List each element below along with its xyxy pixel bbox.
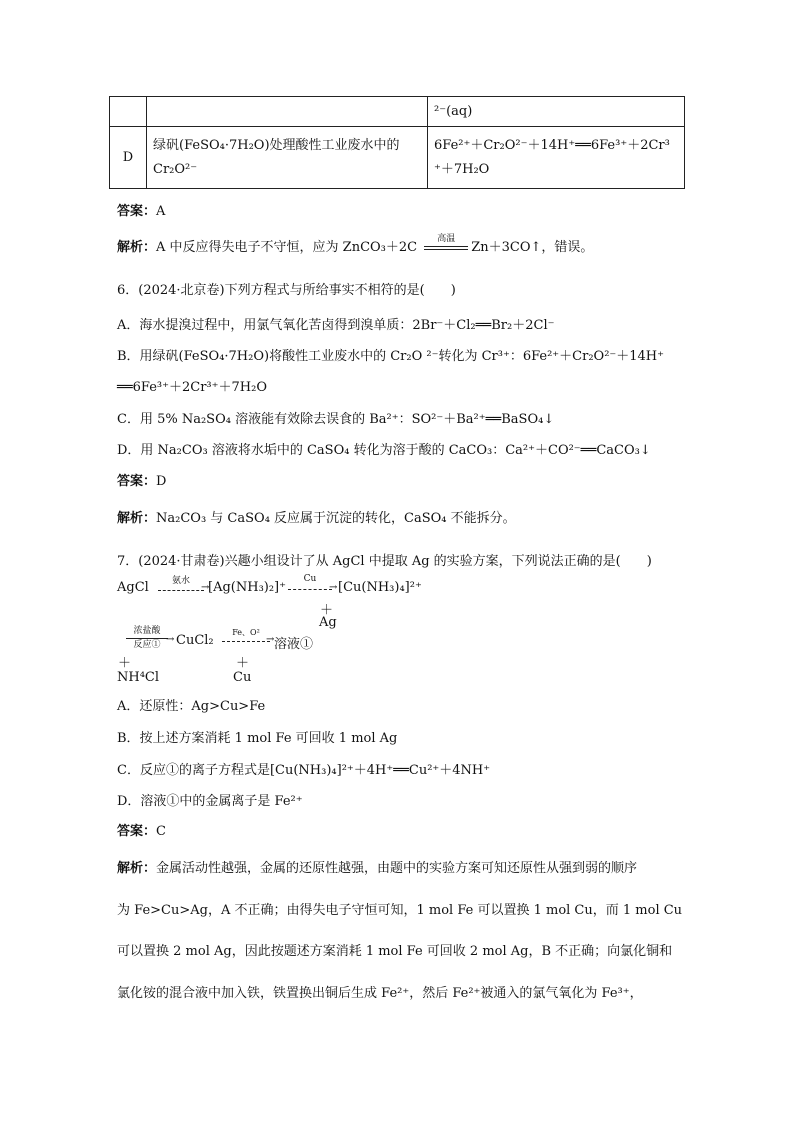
arrow-shaft (158, 590, 204, 591)
arrow-head-icon: → (201, 582, 210, 593)
q7-analysis-l2: 为 Fe>Cu>Ag，A 不正确；由得失电子守恒可知，1 mol Fe 可以置换 1 mol Cu，而 1 mol Cu (117, 903, 683, 918)
answer-label: 答案： (117, 474, 157, 489)
q5-analysis (117, 233, 594, 255)
arrow-head-icon: → (166, 634, 175, 645)
arrow-shaft (288, 589, 332, 590)
table-cell (147, 97, 428, 127)
table-cell (110, 97, 147, 127)
analysis-label: 解析： (117, 861, 157, 876)
flow-reagent-fe (222, 628, 270, 642)
flow-reagent-ammonia (158, 576, 204, 591)
table-cell (147, 127, 428, 189)
q7-option-c: C．反应①的离子方程式是[Cu(NH₃)₄]²⁺＋4H⁺══Cu²⁺＋4NH⁺ (117, 763, 491, 778)
reagent-label: 反应① (133, 640, 161, 650)
answer-label: 答案： (117, 824, 157, 839)
flow-solution: 溶液① (274, 637, 314, 652)
table-cell: D (110, 127, 147, 189)
table-row (110, 127, 685, 189)
condition-label: 高温 (437, 233, 456, 244)
flow-plus: ＋ (320, 603, 334, 618)
flow-cucl2: CuCl₂ (176, 633, 214, 648)
reagent-label: Fe、O² (232, 628, 260, 637)
answer-value: D (156, 474, 167, 489)
table-cell: ²⁻(aq) (428, 97, 685, 127)
q7-analysis-l4: 氯化铵的混合液中加入铁，铁置换出铜后生成 Fe²⁺，然后 Fe²⁺被通入的氯气氧化为 Fe³⁺， (117, 986, 643, 1001)
equals-with-condition (424, 233, 468, 250)
table-cell (428, 127, 685, 189)
analysis-text: 金属活动性越强，金属的还原性越强，由题中的实验方案可知还原性从强到弱的顺序 (156, 861, 638, 876)
q7-stem: 7．(2024·甘肃卷)兴趣小组设计了从 AgCl 中提取 Ag 的实验方案，下列说法正确的是( ) (117, 554, 652, 569)
flow-ag-complex: [Ag(NH₃)₂]⁺ (208, 580, 286, 595)
cell-text: 6Fe²⁺＋Cr₂O²⁻＋14H⁺══6Fe³⁺＋2Cr³ (434, 137, 670, 153)
arrow-head-icon: → (266, 634, 275, 645)
double-line (424, 246, 468, 250)
analysis-text: Zn＋3CO↑，错误。 (471, 240, 594, 255)
q6-option-b: B．用绿矾(FeSO₄·7H₂O)将酸性工业废水中的 Cr₂O ²⁻转化为 Cr³⁺：6Fe²⁺＋Cr₂O²⁻＋14H⁺ (117, 349, 665, 364)
q7-analysis-l1 (117, 857, 637, 876)
q6-stem: 6．(2024·北京卷)下列方程式与所给事实不相符的是( ) (117, 283, 456, 298)
flow-plus: ＋ (236, 656, 250, 671)
flow-reagent-cu (288, 574, 332, 590)
reagent-label: Cu (303, 574, 317, 584)
answer-label: 答案： (117, 204, 157, 219)
analysis-text: Na₂CO₃ 与 CaSO₄ 反应属于沉淀的转化，CaSO₄ 不能拆分。 (156, 511, 516, 526)
flow-ag: Ag (319, 615, 337, 630)
analysis-text: A 中反应得失电子不守恒，应为 ZnCO₃＋2C (156, 240, 418, 255)
reagent-label: 氨水 (171, 576, 190, 586)
q6-option-b-cont: ══6Fe³⁺＋2Cr³⁺＋7H₂O (117, 380, 267, 395)
q5-answer (117, 200, 165, 219)
answer-value: A (156, 204, 166, 219)
reagent-label: 浓盐酸 (133, 626, 161, 636)
flow-plus: ＋ (118, 656, 132, 671)
q7-analysis-l3: 可以置换 2 mol Ag，因此按题述方案消耗 1 mol Fe 可回收 2 mol Ag，B 不正确；向氯化铜和 (117, 944, 673, 959)
q6-option-a: A．海水提溴过程中，用氯气氧化苦卤得到溴单质：2Br⁻＋Cl₂══Br₂＋2Cl⁻ (117, 318, 555, 333)
flow-agcl: AgCl (117, 580, 149, 595)
flow-reagent-hcl (126, 626, 168, 650)
q7-answer (117, 820, 166, 839)
q7-option-a: A．还原性：Ag>Cu>Fe (117, 699, 266, 714)
flow-cu-complex: [Cu(NH₃)₄]²⁺ (338, 580, 422, 595)
analysis-label: 解析： (117, 511, 157, 526)
arrow-shaft (126, 638, 168, 639)
q6-answer (117, 470, 166, 489)
q7-option-d: D．溶液①中的金属离子是 Fe²⁺ (117, 794, 303, 809)
answer-value: C (156, 824, 166, 839)
arrow-head-icon: → (329, 582, 338, 593)
analysis-label: 解析： (117, 240, 157, 255)
arrow-shaft (222, 641, 270, 642)
q6-option-c: C．用 5% Na₂SO₄ 溶液能有效除去误食的 Ba²⁺：SO²⁻＋Ba²⁺══BaSO₄↓ (117, 412, 555, 427)
cell-text: 绿矾(FeSO₄·7H₂O)处理酸性工业废水中的 (153, 137, 400, 153)
q6-option-d: D．用 Na₂CO₃ 溶液将水垢中的 CaSO₄ 转化为溶于酸的 CaCO₃：Ca²⁺＋CO²⁻══CaCO₃↓ (117, 443, 651, 458)
cell-text: ⁺＋7H₂O (434, 161, 490, 177)
options-table (109, 96, 685, 189)
q7-option-b: B．按上述方案消耗 1 mol Fe 可回收 1 mol Ag (117, 731, 398, 746)
flow-cu: Cu (233, 670, 252, 685)
cell-text: Cr₂O²⁻ (153, 161, 198, 177)
table-row (110, 97, 685, 127)
q6-analysis (117, 507, 516, 526)
flow-nh4cl: NH⁴Cl (117, 670, 160, 685)
